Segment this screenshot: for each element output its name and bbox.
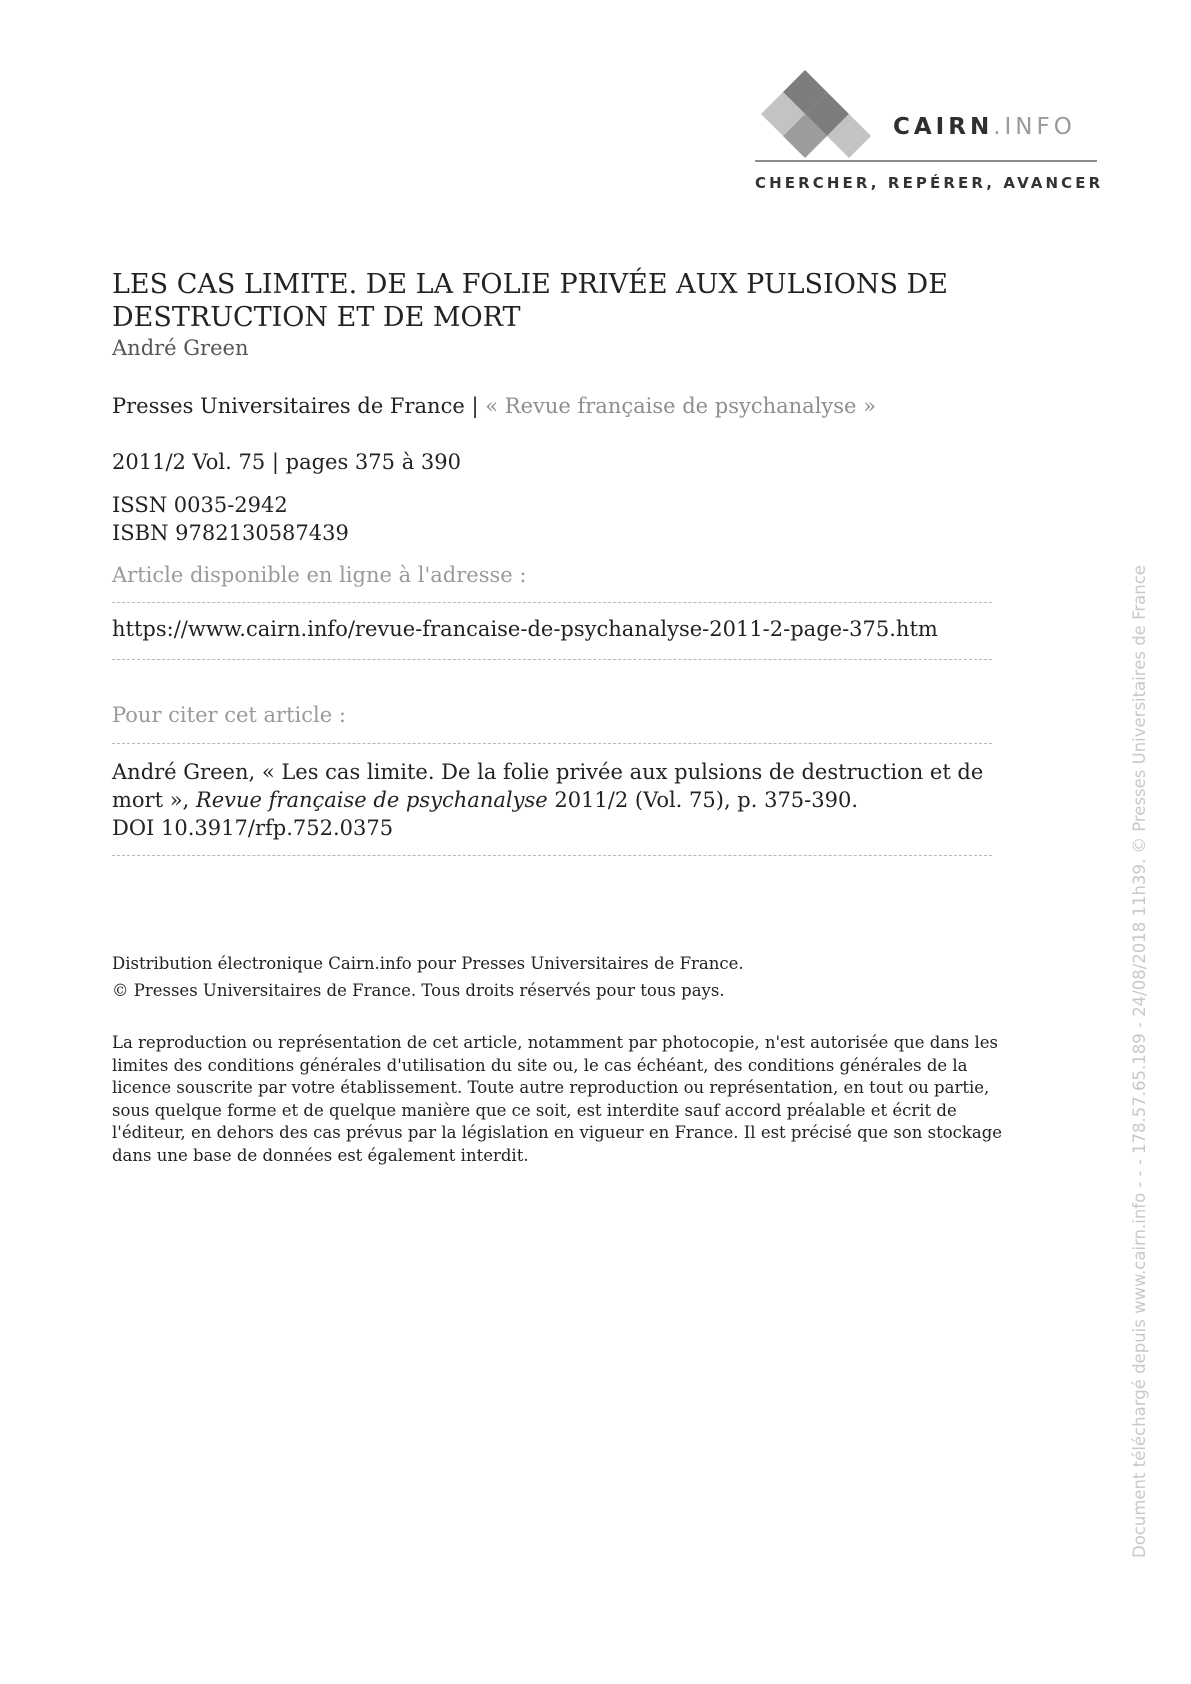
publisher-separator: | (471, 394, 479, 418)
article-title-line-1: LES CAS LIMITE. DE LA FOLIE PRIVÉE AUX PULSIONS DE (112, 269, 948, 300)
citation-journal: Revue française de psychanalyse (195, 788, 548, 812)
article-author: André Green (112, 336, 249, 360)
copyright-notice: © Presses Universitaires de France. Tous droits réservés pour tous pays. (112, 981, 725, 1000)
legal-line: l'éditeur, en dehors des cas prévus par la législation en vigueur en France. Il est précisé que son stockage (112, 1123, 1003, 1142)
cairn-logo (755, 68, 1104, 198)
logo-divider (755, 160, 1097, 162)
cairn-diamonds-icon (755, 68, 885, 158)
download-watermark: Document téléchargé depuis www.cairn.info - - - 178.57.65.189 - 24/08/2018 11h39. © Presses Universitaires de France (1130, 565, 1149, 1558)
legal-line: sous quelque forme et de quelque manière que ce soit, est interdite sauf accord préalable et écrit de (112, 1100, 957, 1120)
citation-doi: DOI 10.3917/rfp.752.0375 (112, 816, 394, 840)
citation-line-1: André Green, « Les cas limite. De la folie privée aux pulsions de destruction et de (112, 760, 984, 784)
issue-info: 2011/2 Vol. 75 | pages 375 à 390 (112, 450, 461, 474)
logo-tagline: CHERCHER, REPÉRER, AVANCER (755, 174, 1104, 192)
dashed-divider (112, 743, 992, 744)
distribution-notice: Distribution électronique Cairn.info pour Presses Universitaires de France. (112, 954, 744, 973)
legal-line: licence souscrite par votre établissement. Toute autre reproduction ou représentation, en tout ou partie, (112, 1078, 990, 1097)
dashed-divider (112, 855, 992, 856)
dashed-divider (112, 659, 992, 660)
article-url-link[interactable]: https://www.cairn.info/revue-francaise-de-psychanalyse-2011-2-page-375.htm (112, 617, 938, 641)
isbn: ISBN 9782130587439 (112, 521, 349, 545)
article-title (112, 268, 1012, 334)
legal-line: limites des conditions générales d'utilisation du site ou, le cas échéant, des conditions générales de la (112, 1055, 968, 1075)
citation-label: Pour citer cet article : (112, 703, 346, 727)
citation-text (112, 758, 1072, 842)
article-title-line-2: DESTRUCTION ET DE MORT (112, 302, 521, 333)
legal-notice (112, 1032, 1092, 1167)
journal-name: « Revue française de psychanalyse » (485, 394, 877, 418)
legal-line: La reproduction ou représentation de cet article, notamment par photocopie, n'est autorisée que dans les (112, 1033, 999, 1052)
citation-line-2: mort », Revue française de psychanalyse 2011/2 (Vol. 75), p. 375-390. (112, 788, 859, 812)
legal-line: dans une base de données est également interdit. (112, 1145, 529, 1165)
availability-label: Article disponible en ligne à l'adresse : (112, 563, 527, 587)
cairn-wordmark: CAIRN.INFO (893, 114, 1076, 140)
issn: ISSN 0035-2942 (112, 493, 288, 517)
publisher-line (112, 394, 876, 418)
dashed-divider (112, 602, 992, 603)
publisher-name: Presses Universitaires de France (112, 394, 465, 418)
